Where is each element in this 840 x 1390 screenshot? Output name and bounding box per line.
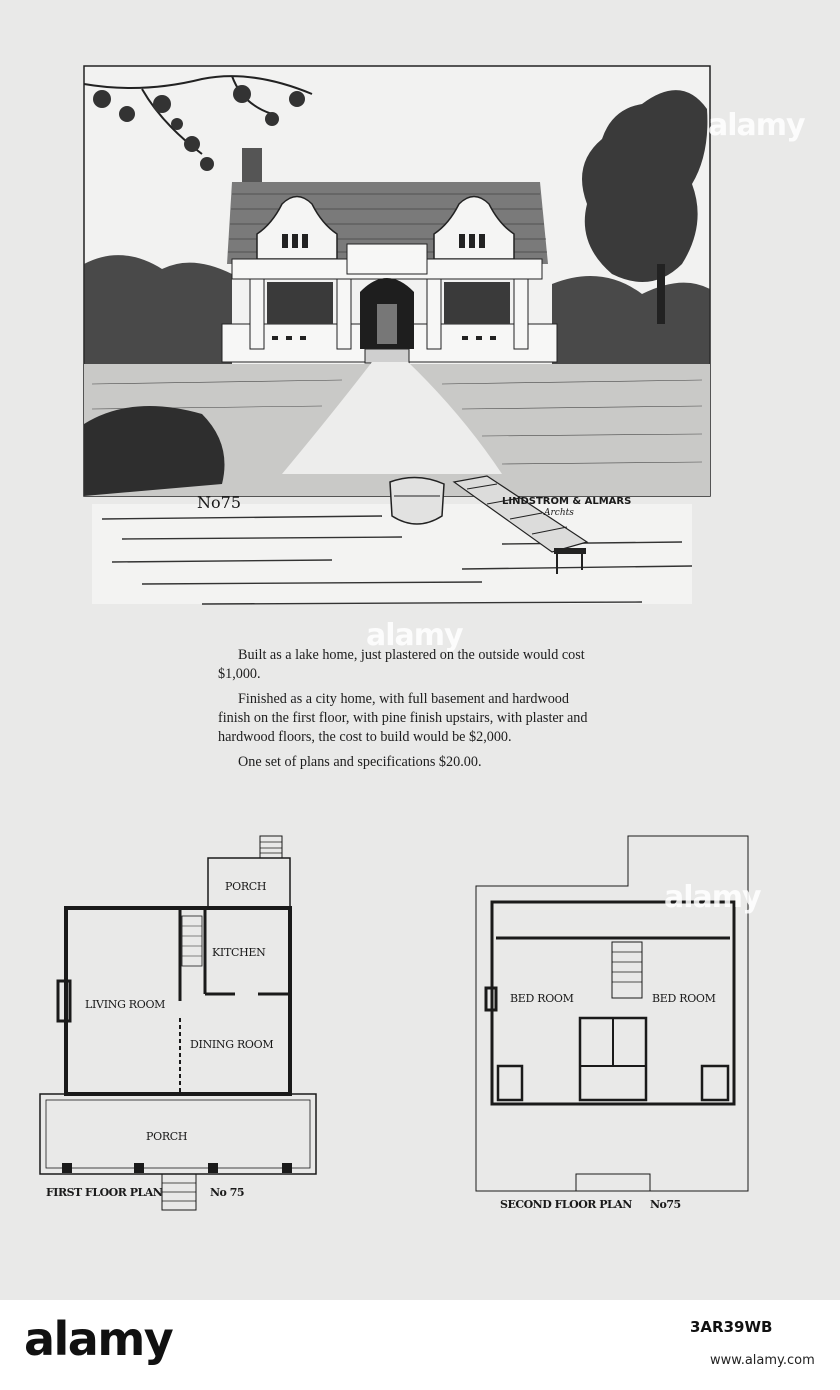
architects-name: LINDSTROM & ALMARS [502,496,632,507]
lawn [84,362,710,496]
description-text [218,646,590,778]
first-floor-caption: FIRST FLOOR PLAN [46,1186,163,1199]
alamy-logo: alamy [24,1312,173,1366]
dining-room-label: DINING ROOM [190,1038,274,1051]
second-floor-number: No75 [650,1198,681,1211]
plate-number: No75 [197,493,241,512]
description-paragraph-2: Finished as a city home, with full basement and hardwood finish on the first floor, with pine finish upstairs, with plaster and hardwood floors, the cost to build would be $2,000. [218,691,588,745]
first-floor-number: No 75 [210,1186,245,1199]
image-id: 3AR39WB [690,1318,773,1336]
kitchen-label: KITCHEN [212,946,266,959]
front-porch-label: PORCH [146,1130,188,1143]
description-paragraph-1: Built as a lake home, just plastered on the outside would cost $1,000. [218,647,585,682]
first-floor-plan [30,826,330,1221]
bedroom-right-label: BED ROOM [652,992,716,1005]
living-room-label: LIVING ROOM [85,998,166,1011]
first-floor-rear-porch-label: PORCH [225,880,267,893]
watermark-center: alamy [366,618,463,653]
bedroom-left-label: BED ROOM [510,992,574,1005]
stock-url: www.alamy.com [710,1353,815,1368]
architects-title: Archts [544,508,574,518]
second-floor-caption: SECOND FLOOR PLAN [500,1198,632,1211]
description-paragraph-3: One set of plans and specifications $20.00. [238,754,482,770]
house-illustration [82,64,712,620]
watermark-right: alamy [664,880,761,915]
watermark-top: alamy [708,108,805,143]
